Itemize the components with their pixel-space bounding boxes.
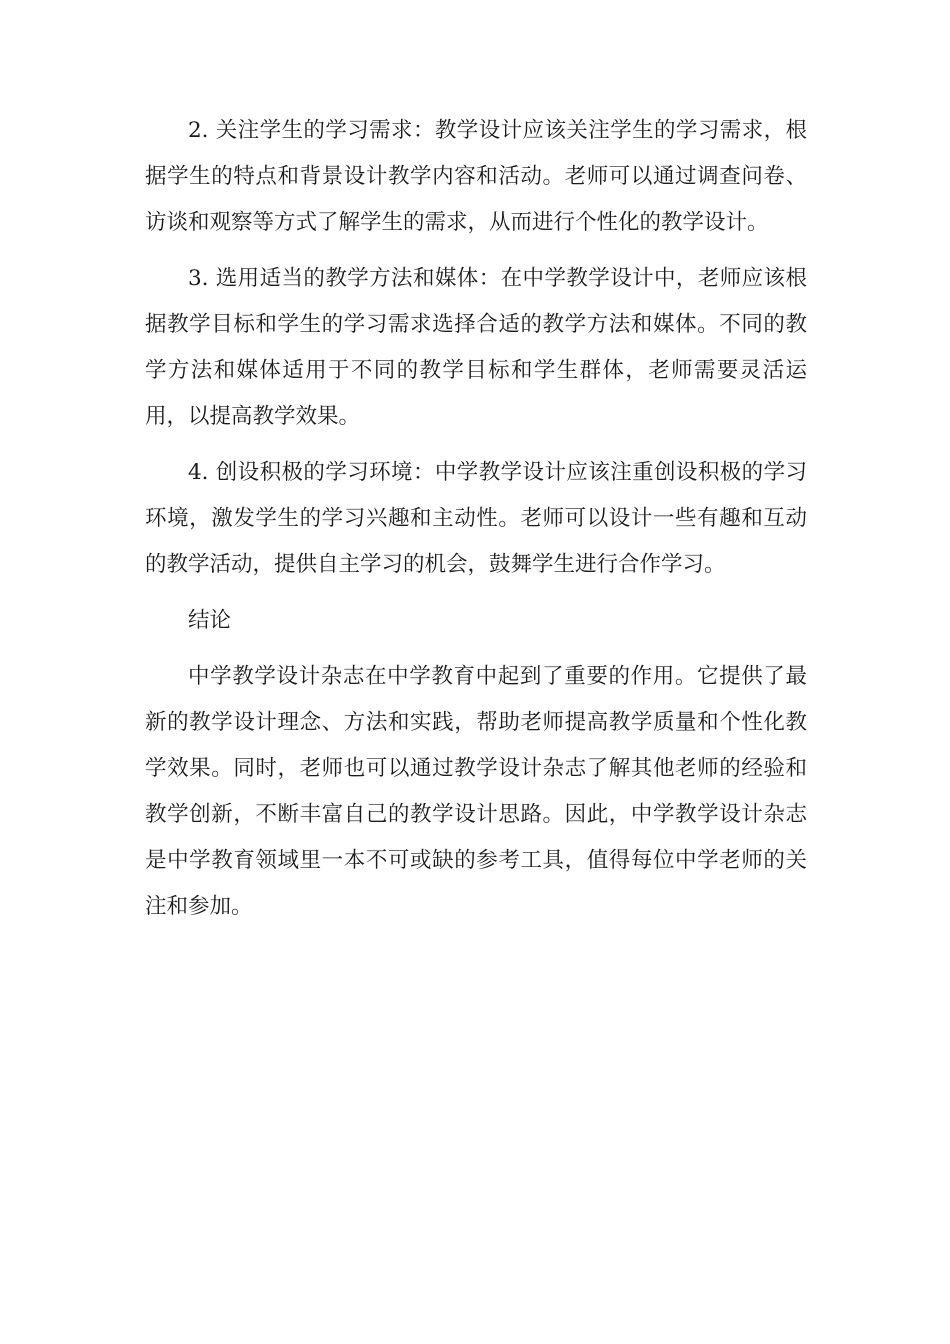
section-heading-conclusion: 结论 [188,608,232,633]
paragraph-learning-environment: 4. 创设积极的学习环境：中学教学设计应该注重创设积极的学习环境，激发学生的学习兴趣和主动性。老师可以设计一些有趣和互动的教学活动，提供自主学习的机会，鼓舞学生进行合作学习。 [145,460,807,577]
paragraph-methods-media: 3. 选用适当的教学方法和媒体：在中学教学设计中，老师应该根据教学目标和学生的学习需求选择合适的教学方法和媒体。不同的教学方法和媒体适用于不同的教学目标和学生群体，老师需要灵活运用，以提高教学效果。 [145,266,807,429]
paragraph-conclusion: 中学教学设计杂志在中学教育中起到了重要的作用。它提供了最新的教学设计理念、方法和实践，帮助老师提高教学质量和个性化教学效果。同时，老师也可以通过教学设计杂志了解其他老师的经验和教学创新，不断丰富自己的教学设计思路。因此，中学教学设计杂志是中学教育领域里一本不可或缺的参考工具，值得每位中学老师的关注和参加。 [145,664,807,919]
document-body [145,108,807,940]
paragraph-student-needs: 2. 关注学生的学习需求：教学设计应该关注学生的学习需求，根据学生的特点和背景设计教学内容和活动。老师可以通过调查问卷、访谈和观察等方式了解学生的需求，从而进行个性化的教学设计。 [145,118,807,235]
